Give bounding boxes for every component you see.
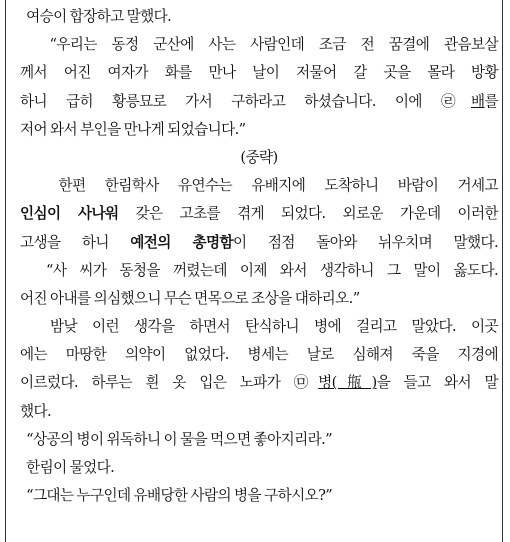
omission-marker: (중략) bbox=[240, 148, 278, 166]
passage-line: 어진 아내를 의심했으니 무슨 면목으로 조상을 대하리오.” bbox=[20, 289, 360, 307]
passage-text bbox=[20, 3, 498, 510]
passage-frame bbox=[5, 0, 503, 542]
passage-line: 한편 한림학사 유연수는 유배지에 도착하니 바람이 거세고 bbox=[58, 177, 498, 195]
bold-phrase-former-wisdom: 예전의 총명함 bbox=[130, 233, 234, 251]
passage-line: 에는 마땅한 의약이 없었다. 병세는 날로 심해져 죽을 지경에 bbox=[20, 346, 498, 364]
bold-phrase-harsh-people: 인심이 사나워 bbox=[20, 205, 119, 223]
passage-line: 밤낮 이런 생각을 하면서 탄식하니 병에 걸리고 말았다. 이곳 bbox=[50, 318, 499, 336]
passage-line: 이르렀다. 하루는 흰 옷 입은 노파가 ㉤병(甁)을 들고 와서 말 bbox=[20, 374, 498, 392]
passage-line: 했다. bbox=[20, 402, 52, 420]
passage-line: 한림이 물었다. bbox=[26, 459, 115, 476]
passage-line: 께서 어진 여자가 화를 만나 날이 저물어 갈 곳을 몰라 방황 bbox=[20, 64, 498, 82]
passage-line: “그대는 누구인데 유배당한 사람의 병을 구하시오?” bbox=[26, 487, 333, 505]
passage-line: 인심이 사나워 갖은 고초를 겪게 되었다. 외로운 가운데 이러한 bbox=[20, 205, 498, 223]
underlined-word-boat: 배 bbox=[471, 92, 485, 110]
underlined-word-bottle: 병(甁) bbox=[318, 374, 377, 392]
marker-mi: ㉤ bbox=[293, 374, 319, 392]
passage-line: 여승이 합장하고 말했다. bbox=[26, 8, 172, 25]
passage-line: “사 씨가 동청을 꺼렸는데 이제 와서 생각하니 그 말이 옳도다. bbox=[46, 261, 498, 279]
passage-line: 고생을 하니 예전의 총명함이 점점 돌아와 뉘우치며 말했다. bbox=[20, 233, 498, 251]
marker-ri: ㉣ bbox=[440, 92, 471, 110]
passage-line: “우리는 동정 군산에 사는 사람인데 조금 전 꿈결에 관음보살 bbox=[49, 36, 498, 54]
passage-line: “상공의 병이 위독하니 이 물을 먹으면 좋아지리라.” bbox=[26, 430, 333, 448]
passage-line: 하니 급히 황릉묘로 가서 구하라고 하셨습니다. 이에 ㉣배를 bbox=[20, 92, 498, 110]
passage-line: 저어 와서 부인을 만나게 되었습니다.” bbox=[20, 120, 246, 138]
